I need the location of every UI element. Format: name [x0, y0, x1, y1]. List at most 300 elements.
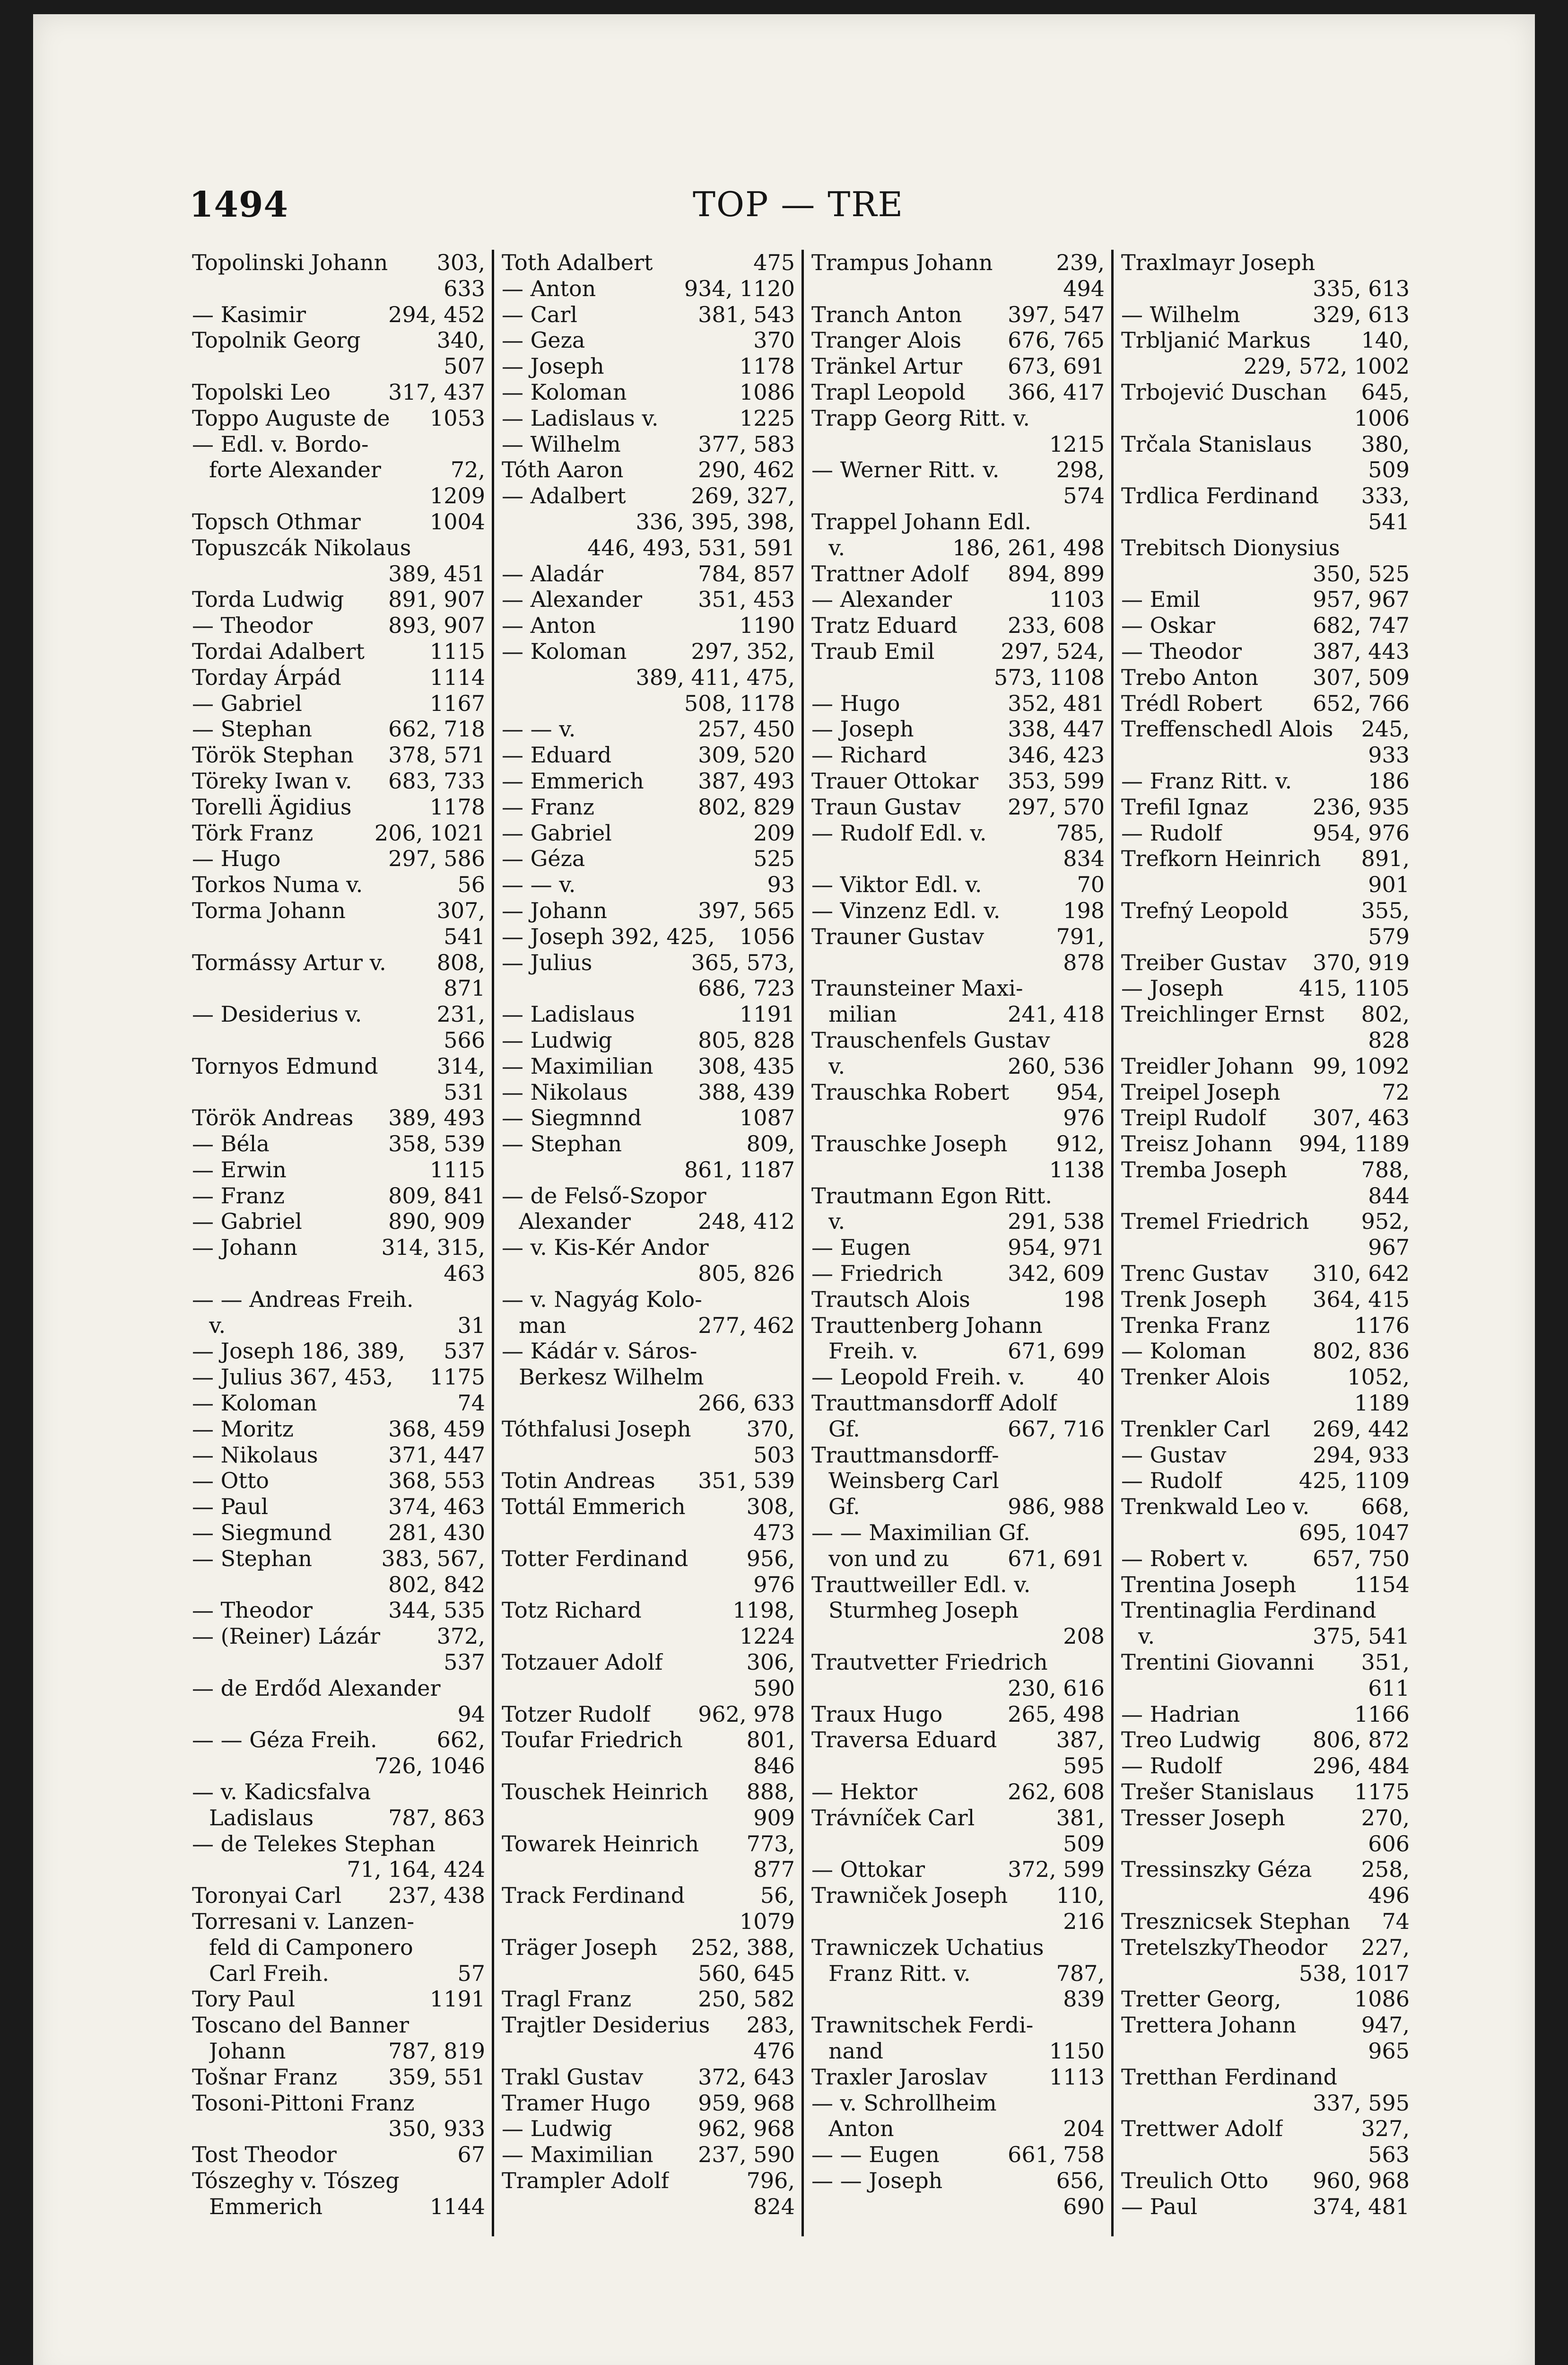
entry-page-refs: 374, 463	[388, 1494, 485, 1520]
entry-name: — — Eugen	[811, 2142, 940, 2168]
entry-page-refs: 496	[1368, 1883, 1410, 1909]
index-entry	[1121, 2012, 1410, 2038]
entry-name: — Desiderius v.	[192, 1001, 362, 1027]
entry-page-refs: 340,	[436, 327, 485, 353]
index-entry	[192, 1597, 485, 1623]
entry-page-refs: 1175	[429, 1364, 485, 1390]
entry-page-refs: 446, 493, 531, 591	[587, 534, 795, 561]
entry-page-refs: 352, 481	[1008, 690, 1105, 716]
entry-name: Tremel Friedrich	[1121, 1209, 1309, 1235]
entry-page-refs: 350, 933	[388, 2116, 485, 2142]
index-entry	[811, 353, 1105, 379]
index-entry	[1121, 639, 1410, 665]
index-entry	[1121, 1183, 1410, 1209]
entry-name: Toth Adalbert	[502, 250, 653, 275]
entry-page-refs: 933	[1368, 742, 1410, 768]
entry-page-refs: 140,	[1361, 327, 1410, 353]
index-entry	[1121, 2116, 1410, 2142]
entry-name: Trauschenfels Gustav	[811, 1027, 1050, 1053]
index-entry	[811, 768, 1105, 794]
entry-page-refs: 31	[457, 1312, 485, 1338]
entry-page-refs: 70	[1077, 872, 1105, 898]
index-entry	[192, 1935, 485, 1961]
entry-page-refs: 327,	[1361, 2116, 1410, 2142]
index-entry	[811, 483, 1105, 509]
entry-name: Tost Theodor	[192, 2142, 337, 2168]
entry-name: — de Felső-Szopor	[502, 1182, 706, 1209]
entry-name: Treffenschedl Alois	[1121, 716, 1333, 742]
entry-page-refs: 387, 493	[698, 768, 795, 794]
entry-page-refs: 671, 699	[1008, 1338, 1105, 1364]
index-entry	[502, 405, 795, 431]
entry-name: Trávníček Carl	[811, 1804, 975, 1831]
index-entry	[192, 1235, 485, 1261]
entry-name: Trbljanić Markus	[1121, 327, 1311, 353]
entry-name: — Hektor	[811, 1779, 918, 1805]
entry-page-refs: 74	[1382, 1909, 1410, 1934]
entry-name: — Alexander	[502, 587, 643, 613]
entry-page-refs: 351, 453	[698, 587, 795, 613]
entry-name: — Nikolaus	[192, 1442, 318, 1468]
index-entry	[811, 1831, 1105, 1857]
entry-page-refs: 785,	[1056, 820, 1105, 846]
entry-page-refs: 1144	[429, 2193, 485, 2219]
index-entry	[192, 1831, 485, 1857]
entry-name: — Anton	[502, 275, 596, 301]
entry-page-refs: 579	[1368, 923, 1410, 949]
entry-name: — Hugo	[811, 690, 900, 716]
index-entry	[811, 950, 1105, 976]
entry-page-refs: 962, 968	[698, 2116, 795, 2142]
index-entry	[502, 691, 795, 717]
entry-name: Trapp Georg Ritt. v.	[811, 405, 1030, 431]
running-head: TOP — TRE	[693, 184, 904, 224]
index-entry	[192, 794, 485, 820]
index-entry	[811, 1520, 1105, 1546]
entry-name: — Viktor Edl. v.	[811, 872, 982, 898]
index-entry	[1121, 1753, 1410, 1779]
entry-page-refs: 560, 645	[698, 1960, 795, 1986]
index-entry	[192, 327, 485, 353]
index-entry	[502, 1157, 795, 1183]
entry-page-refs: 186, 261, 498	[952, 534, 1105, 561]
index-entry	[192, 1053, 485, 1079]
index-entry	[1121, 665, 1410, 691]
entry-page-refs: 1224	[739, 1623, 795, 1649]
entry-page-refs: 366, 417	[1008, 379, 1105, 405]
entry-name: v.	[828, 534, 845, 561]
entry-page-refs: 891, 907	[388, 587, 485, 613]
index-entry	[1121, 1416, 1410, 1442]
entry-name: Topolski Leo	[192, 379, 331, 405]
entry-name: — Leopold Freih. v.	[811, 1364, 1025, 1390]
entry-page-refs: 269, 327,	[691, 483, 795, 509]
index-entry	[1121, 975, 1410, 1001]
entry-name: Tränkel Artur	[811, 353, 963, 379]
entry-name: Tószeghy v. Tószeg	[192, 2167, 400, 2193]
entry-page-refs: 909	[753, 1804, 795, 1831]
entry-page-refs: 508, 1178	[684, 690, 795, 716]
entry-page-refs: 308,	[746, 1494, 795, 1520]
entry-page-refs: 954, 971	[1008, 1235, 1105, 1261]
index-entry	[192, 1753, 485, 1779]
entry-page-refs: 397, 547	[1008, 301, 1105, 327]
entry-name: Treisz Johann	[1121, 1131, 1272, 1157]
entry-page-refs: 375, 541	[1313, 1623, 1410, 1649]
index-entry	[192, 898, 485, 924]
entry-page-refs: 72	[1382, 1079, 1410, 1105]
entry-name: Freih. v.	[828, 1338, 918, 1364]
entry-page-refs: 94	[457, 1701, 485, 1727]
entry-name: Treichlinger Ernst	[1121, 1001, 1324, 1027]
index-entry	[192, 1157, 485, 1183]
index-entry	[192, 250, 485, 276]
entry-name: Toscano del Banner	[192, 2012, 409, 2038]
index-entry	[1121, 587, 1410, 613]
index-entry	[502, 353, 795, 379]
index-entry	[192, 665, 485, 691]
entry-page-refs: 828	[1368, 1027, 1410, 1053]
index-entry	[192, 1442, 485, 1468]
index-entry	[502, 1883, 795, 1909]
entry-name: Tresznicsek Stephan	[1121, 1909, 1350, 1934]
entry-page-refs: 250, 582	[698, 1986, 795, 2012]
entry-name: — Rudolf	[1121, 820, 1222, 846]
index-entry	[811, 716, 1105, 742]
index-entry	[502, 1857, 795, 1883]
index-entry	[811, 898, 1105, 924]
index-entry	[192, 1909, 485, 1935]
entry-page-refs: 787,	[1056, 1960, 1105, 1986]
entry-page-refs: 668,	[1361, 1494, 1410, 1520]
entry-name: — Franz	[192, 1182, 285, 1209]
entry-page-refs: 1113	[1049, 2064, 1105, 2090]
entry-page-refs: 846	[753, 1753, 795, 1779]
entry-page-refs: 809, 841	[388, 1182, 485, 1209]
index-entry	[811, 1261, 1105, 1287]
index-entry	[1121, 1131, 1410, 1157]
index-entry	[502, 457, 795, 483]
entry-page-refs: 802,	[1361, 1001, 1410, 1027]
index-entry	[502, 1209, 795, 1235]
index-entry	[811, 1701, 1105, 1727]
entry-page-refs: 359, 551	[388, 2064, 485, 2090]
index-entry	[192, 2064, 485, 2090]
entry-page-refs: 277, 462	[698, 1312, 795, 1338]
entry-page-refs: 1209	[429, 483, 485, 509]
index-entry	[502, 1131, 795, 1157]
index-entry	[502, 639, 795, 665]
index-entry	[811, 846, 1105, 872]
index-entry	[192, 872, 485, 898]
index-entry	[502, 794, 795, 820]
entry-page-refs: 342, 609	[1008, 1261, 1105, 1287]
entry-page-refs: 257, 450	[698, 716, 795, 742]
index-entry	[1121, 1494, 1410, 1520]
entry-name: Trefil Ignaz	[1121, 794, 1248, 820]
entry-name: — Stephan	[192, 1545, 312, 1571]
entry-name: — Erwin	[192, 1156, 287, 1182]
index-column-3	[804, 250, 1114, 2236]
entry-name: Treidler Johann	[1121, 1053, 1294, 1079]
entry-name: — Edl. v. Bordo-	[192, 431, 369, 457]
index-entry	[1121, 1209, 1410, 1235]
index-entry	[192, 1675, 485, 1701]
index-entry	[502, 1494, 795, 1520]
entry-page-refs: 351, 539	[698, 1468, 795, 1494]
entry-page-refs: 248, 412	[698, 1209, 795, 1235]
entry-page-refs: 1190	[739, 613, 795, 639]
index-entry	[1121, 250, 1410, 276]
entry-page-refs: 353, 599	[1008, 768, 1105, 794]
index-entry	[1121, 535, 1410, 561]
entry-name: Trawnitschek Ferdi-	[811, 2012, 1034, 2038]
entry-name: — Nikolaus	[502, 1079, 628, 1105]
entry-name: Ladislaus	[209, 1804, 314, 1831]
index-entry	[192, 1261, 485, 1287]
index-entry	[1121, 872, 1410, 898]
entry-name: Trettwer Adolf	[1121, 2116, 1283, 2142]
entry-page-refs: 1086	[1354, 1986, 1410, 2012]
entry-name: Trautsch Alois	[811, 1286, 970, 1312]
index-entry	[811, 561, 1105, 587]
entry-name: — Franz Ritt. v.	[1121, 768, 1292, 794]
index-entry	[502, 924, 795, 950]
entry-name: Tramer Hugo	[502, 2090, 651, 2116]
entry-page-refs: 245,	[1361, 716, 1410, 742]
index-entry	[811, 405, 1105, 431]
index-entry	[811, 794, 1105, 820]
entry-name: Torresani v. Lanzen-	[192, 1909, 414, 1934]
entry-name: Totzer Rudolf	[502, 1701, 651, 1727]
entry-page-refs: 336, 395, 398,	[636, 508, 795, 534]
entry-name: Treulich Otto	[1121, 2167, 1269, 2193]
entry-name: Trajtler Desiderius	[502, 2012, 710, 2038]
entry-name: Trauttenberg Johann	[811, 1312, 1043, 1338]
entry-name: Tottál Emmerich	[502, 1494, 686, 1520]
index-entry	[192, 2090, 485, 2116]
index-entry	[1121, 276, 1410, 302]
entry-page-refs: 834	[1063, 846, 1105, 872]
index-entry	[811, 2194, 1105, 2220]
entry-page-refs: 1079	[739, 1909, 795, 1934]
index-entry	[502, 302, 795, 328]
entry-page-refs: 307, 509	[1313, 664, 1410, 690]
entry-page-refs: 310, 642	[1313, 1261, 1410, 1287]
entry-name: Torelli Ägidius	[192, 794, 352, 820]
entry-name: — Koloman	[502, 379, 627, 405]
entry-name: — (Reiner) Lázár	[192, 1623, 381, 1649]
entry-name: Trentini Giovanni	[1121, 1649, 1315, 1675]
index-entry	[502, 2090, 795, 2116]
entry-page-refs: 573, 1108	[993, 664, 1105, 690]
entry-page-refs: 294, 452	[388, 301, 485, 327]
index-entry	[192, 1520, 485, 1546]
index-entry	[811, 1105, 1105, 1131]
index-entry	[811, 1287, 1105, 1313]
index-entry	[502, 613, 795, 639]
index-entry	[1121, 1105, 1410, 1131]
entry-page-refs: 333,	[1361, 483, 1410, 509]
entry-name: Towarek Heinrich	[502, 1831, 699, 1857]
entry-name: Totzauer Adolf	[502, 1649, 663, 1675]
entry-name: — Werner Ritt. v.	[811, 457, 1000, 483]
index-entry	[811, 2012, 1105, 2038]
entry-page-refs: 227,	[1361, 1934, 1410, 1960]
entry-name: — Hugo	[192, 846, 281, 872]
index-entry	[811, 1183, 1105, 1209]
index-entry	[811, 2116, 1105, 2142]
entry-name: Trappel Johann Edl.	[811, 508, 1031, 534]
entry-page-refs: 297, 586	[388, 846, 485, 872]
index-entry	[811, 535, 1105, 561]
entry-name: Trakl Gustav	[502, 2064, 644, 2090]
entry-page-refs: 296, 484	[1313, 1753, 1410, 1779]
entry-page-refs: 335, 613	[1313, 275, 1410, 301]
index-entry	[502, 1649, 795, 1675]
index-entry	[1121, 1053, 1410, 1079]
index-entry	[1121, 353, 1410, 379]
index-entry	[1121, 613, 1410, 639]
entry-page-refs: 297, 352,	[691, 638, 795, 664]
entry-name: Topolnik Georg	[192, 327, 361, 353]
entry-name: Trenka Franz	[1121, 1312, 1270, 1338]
index-entry	[1121, 1313, 1410, 1339]
index-entry	[1121, 1831, 1410, 1857]
index-entry	[811, 587, 1105, 613]
entry-name: — Siegmnnd	[502, 1105, 642, 1131]
index-entry	[192, 950, 485, 976]
index-entry	[192, 1001, 485, 1027]
index-entry	[192, 716, 485, 742]
index-entry	[192, 1390, 485, 1416]
entry-page-refs: 291, 538	[1008, 1209, 1105, 1235]
index-entry	[192, 2168, 485, 2194]
index-entry	[502, 1183, 795, 1209]
entry-name: — Joseph	[1121, 975, 1224, 1001]
entry-page-refs: 56,	[760, 1883, 795, 1909]
entry-page-refs: 294, 933	[1313, 1442, 1410, 1468]
entry-name: v.	[209, 1312, 226, 1338]
index-entry	[502, 742, 795, 768]
index-entry	[811, 1079, 1105, 1105]
entry-name: Traux Hugo	[811, 1701, 943, 1727]
index-entry	[192, 405, 485, 431]
index-entry	[811, 2142, 1105, 2168]
index-entry	[1121, 1364, 1410, 1390]
index-entry	[502, 509, 795, 535]
index-entry	[192, 535, 485, 561]
entry-page-refs: 206, 1021	[374, 820, 485, 846]
index-entry	[192, 1183, 485, 1209]
entry-name: nand	[828, 2038, 884, 2064]
entry-page-refs: 525	[753, 846, 795, 872]
entry-page-refs: 566	[444, 1027, 485, 1053]
index-entry	[192, 639, 485, 665]
entry-page-refs: 690	[1063, 2193, 1105, 2219]
entry-name: — Joseph 392, 425,	[502, 923, 715, 949]
index-entry	[1121, 379, 1410, 405]
entry-name: Tretthan Ferdinand	[1121, 2064, 1338, 2090]
index-column-2	[494, 250, 804, 2236]
entry-page-refs: 844	[1368, 1182, 1410, 1209]
index-entry	[811, 1883, 1105, 1909]
entry-page-refs: 290, 462	[698, 457, 795, 483]
index-entry	[192, 1623, 485, 1649]
entry-page-refs: 954,	[1056, 1079, 1105, 1105]
entry-name: — — v.	[502, 872, 576, 898]
entry-page-refs: 676, 765	[1008, 327, 1105, 353]
entry-page-refs: 796,	[746, 2167, 795, 2193]
entry-name: Topsch Othmar	[192, 508, 361, 534]
entry-name: Tremba Joseph	[1121, 1156, 1288, 1182]
index-entry	[1121, 716, 1410, 742]
index-entry	[502, 1597, 795, 1623]
entry-name: Trauschka Robert	[811, 1079, 1010, 1105]
entry-page-refs: 1004	[429, 508, 485, 534]
entry-page-refs: 265, 498	[1008, 1701, 1105, 1727]
entry-name: Tordai Adalbert	[192, 638, 365, 664]
entry-page-refs: 695, 1047	[1298, 1520, 1410, 1546]
entry-name: man	[519, 1312, 566, 1338]
index-entry	[1121, 1597, 1410, 1623]
index-entry	[811, 975, 1105, 1001]
entry-name: Trebo Anton	[1121, 664, 1259, 690]
entry-page-refs: 805, 828	[698, 1027, 795, 1053]
index-entry	[1121, 1675, 1410, 1701]
index-entry	[811, 2064, 1105, 2090]
entry-name: — Ludwig	[502, 1027, 612, 1053]
entry-page-refs: 1176	[1354, 1312, 1410, 1338]
index-entry	[811, 1986, 1105, 2012]
entry-name: — Gabriel	[502, 820, 612, 846]
entry-page-refs: 1154	[1354, 1571, 1410, 1597]
index-entry	[1121, 1883, 1410, 1909]
entry-name: Weinsberg Carl	[828, 1468, 999, 1494]
entry-page-refs: 888,	[746, 1779, 795, 1805]
index-entry	[192, 1857, 485, 1883]
entry-name: — — v.	[502, 716, 576, 742]
entry-name: Gf.	[828, 1494, 860, 1520]
entry-page-refs: 541	[444, 923, 485, 949]
entry-page-refs: 1138	[1049, 1156, 1105, 1182]
index-entry	[1121, 2194, 1410, 2220]
index-entry	[502, 2038, 795, 2064]
index-entry	[1121, 1935, 1410, 1961]
entry-name: forte Alexander	[209, 457, 381, 483]
entry-page-refs: 531	[444, 1079, 485, 1105]
index-entry	[1121, 1442, 1410, 1468]
entry-page-refs: 808,	[436, 949, 485, 975]
entry-page-refs: 56	[457, 872, 485, 898]
entry-page-refs: 308, 435	[698, 1053, 795, 1079]
index-entry	[1121, 2090, 1410, 2116]
entry-page-refs: 303,	[436, 250, 485, 275]
entry-page-refs: 93	[767, 872, 795, 898]
entry-name: — v. Kis-Kér Andor	[502, 1235, 709, 1261]
entry-name: — Joseph	[502, 353, 604, 379]
index-entry	[1121, 1727, 1410, 1753]
index-entry	[811, 1053, 1105, 1079]
entry-name: Anton	[828, 2116, 894, 2142]
entry-page-refs: 370, 919	[1313, 949, 1410, 975]
entry-name: — Siegmund	[192, 1520, 332, 1546]
entry-page-refs: 537	[444, 1649, 485, 1675]
index-entry	[192, 509, 485, 535]
entry-name: Tóthfalusi Joseph	[502, 1416, 691, 1442]
entry-page-refs: 957, 967	[1313, 587, 1410, 613]
entry-name: — Vinzenz Edl. v.	[811, 897, 1001, 923]
